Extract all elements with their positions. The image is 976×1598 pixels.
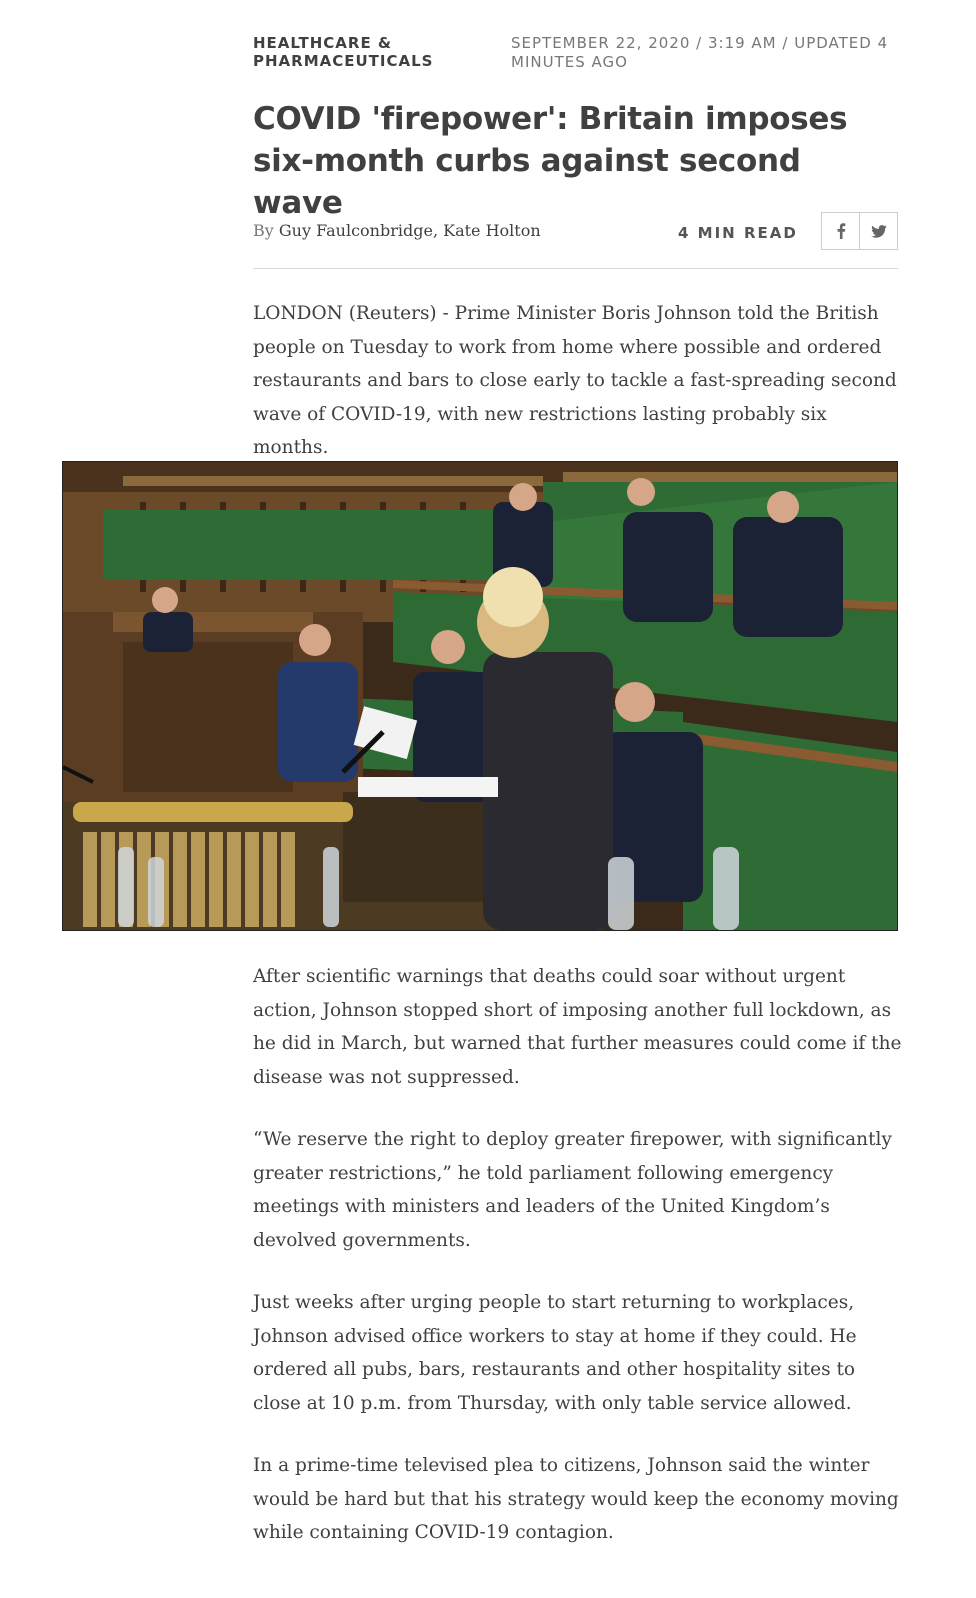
byline: By Guy Faulconbridge, Kate Holton bbox=[253, 221, 541, 240]
dateline: SEPTEMBER 22, 2020 / 3:19 AM / UPDATED 4 MINUTES AGO bbox=[511, 34, 889, 71]
house-of-commons-illustration bbox=[63, 462, 897, 930]
article-paragraph: “We reserve the right to deploy greater firepower, with significantly greater restrictions,” he told parliament following emergency meetings with ministers and leaders of the United Kingdom’s devolved governments. bbox=[253, 1129, 892, 1251]
article-paragraph: LONDON (Reuters) - Prime Minister Boris Johnson told the British people on Tuesday to work from home where possible and ordered restaurants and bars to close early to tackle a fast-spreading second wave of COVID-19, with new restrictions lasting probably six months. bbox=[253, 303, 897, 458]
twitter-share-button[interactable] bbox=[859, 213, 897, 249]
article-meta bbox=[253, 32, 898, 76]
headline: COVID 'firepower': Britain imposes six-month curbs against second wave bbox=[253, 101, 848, 221]
article-paragraph: After scientific warnings that deaths could soar without urgent action, Johnson stopped short of imposing another full lockdown, as he did in March, but warned that further measures could come if the disease was not suppressed. bbox=[253, 966, 902, 1088]
article-paragraph: Just weeks after urging people to start returning to workplaces, Johnson advised office workers to stay at home if they could. He ordered all pubs, bars, restaurants and other hospitality sites to close at 10 p.m. from Thursday, with only table service allowed. bbox=[253, 1292, 857, 1414]
author-link[interactable]: Guy Faulconbridge bbox=[278, 221, 433, 240]
article-photo[interactable] bbox=[62, 461, 898, 931]
section-link[interactable]: HEALTHCARE & PHARMACEUTICALS bbox=[253, 34, 434, 70]
share-buttons bbox=[821, 212, 898, 250]
facebook-share-button[interactable] bbox=[822, 213, 859, 249]
byline-prefix: By bbox=[253, 221, 274, 240]
twitter-icon bbox=[871, 225, 887, 238]
author-link[interactable]: Kate Holton bbox=[443, 221, 541, 240]
read-time: 4 MIN READ bbox=[678, 224, 798, 242]
article-paragraph: In a prime-time televised plea to citizens, Johnson said the winter would be hard but that his strategy would keep the economy moving while containing COVID-19 contagion. bbox=[253, 1455, 899, 1543]
byline-row bbox=[253, 212, 898, 269]
facebook-icon bbox=[836, 223, 846, 239]
